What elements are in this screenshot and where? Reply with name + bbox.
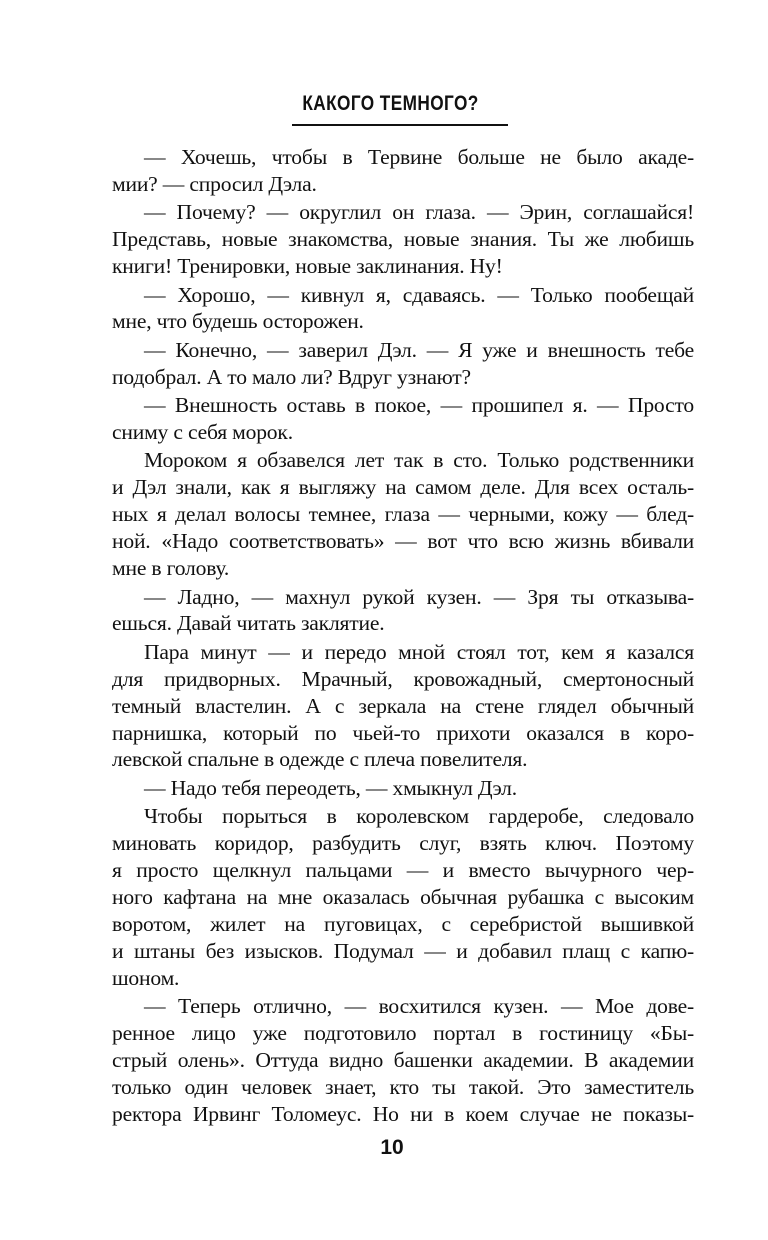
paragraph-line: стрый олень». Оттуда видно башенки академии. В академии <box>112 1047 694 1072</box>
paragraph-line: и штаны без изысков. Подумал — и добавил плащ с капю- <box>112 938 694 963</box>
paragraph-line: ренное лицо уже подготовило портал в гостиницу «Бы- <box>112 1021 694 1045</box>
paragraph-first-line: — Надо тебя переодеть, — хмыкнул Дэл. <box>144 775 517 800</box>
paragraph-line: парнишка, который по чьей-то прихоти оказался в коро- <box>112 720 694 745</box>
paragraph-line: шоном. <box>112 965 180 990</box>
paragraph-line: и Дэл знали, как я выгляжу на самом деле. Для всех осталь- <box>112 475 694 500</box>
paragraph-line: ректора Ирвинг Толомеус. Но ни в коем случае не показы- <box>112 1101 694 1126</box>
paragraph-first-line: — Хорошо, — кивнул я, сдаваясь. — Только пообещай <box>144 282 694 307</box>
paragraph-line: я просто щелкнул пальцами — и вместо вычурного чер- <box>112 858 694 883</box>
paragraph-line: ного кафтана на мне оказалась обычная рубашка с высоким <box>112 884 694 909</box>
paragraph-first-line: — Почему? — округлил он глаза. — Эрин, соглашайся! <box>144 200 694 225</box>
paragraph-line: сниму с себя морок. <box>112 420 293 445</box>
paragraph-line: ных я делал волосы темнее, глаза — черными, кожу — блед- <box>112 502 694 527</box>
paragraph-line: для придворных. Мрачный, кровожадный, смертоносный <box>112 666 694 691</box>
page-body <box>112 144 694 1128</box>
paragraph-line: мне, что будешь осторожен. <box>112 309 364 334</box>
paragraph-line: левской спальне в одежде с плеча повелителя. <box>112 747 528 772</box>
paragraph-first-line: Пара минут — и передо мной стоял тот, кем я казался <box>144 639 694 664</box>
paragraph-line: темный властелин. А с зеркала на стене глядел обычный <box>112 693 694 718</box>
paragraph-line: воротом, жилет на пуговицах, с серебристой вышивкой <box>112 911 694 936</box>
paragraph-line: мне в голову. <box>112 556 230 581</box>
paragraph-line: мии? — спросил Дэла. <box>112 171 317 196</box>
header-rule <box>292 124 508 126</box>
paragraph-line: ешься. Давай читать заклятие. <box>112 611 385 636</box>
running-title: КАКОГО ТЕМНОГО? <box>302 92 480 115</box>
paragraph-line: книги! Тренировки, новые заклинания. Ну! <box>112 254 503 279</box>
paragraph-first-line: — Ладно, — махнул рукой кузен. — Зря ты отказыва- <box>144 584 694 609</box>
paragraph-first-line: — Хочешь, чтобы в Тервине больше не было акаде- <box>144 145 694 169</box>
paragraph-first-line: — Конечно, — заверил Дэл. — Я уже и внешность тебе <box>144 337 694 362</box>
paragraph-line: миновать коридор, разбудить слуг, взять ключ. Поэтому <box>112 831 694 856</box>
paragraph-first-line: Чтобы порыться в королевском гардеробе, следовало <box>144 804 694 829</box>
paragraph-line: только один человек знает, кто ты такой. Это заместитель <box>112 1074 694 1099</box>
paragraph-first-line: — Теперь отлично, — восхитился кузен. — Мое дове- <box>144 994 694 1019</box>
paragraph-first-line: Мороком я обзавелся лет так в сто. Только родственники <box>144 448 694 473</box>
page-number: 10 <box>380 1136 404 1159</box>
paragraph-line: подобрал. А то мало ли? Вдруг узнают? <box>112 364 471 389</box>
paragraph-line: Представь, новые знакомства, новые знания. Ты же любишь <box>112 227 694 252</box>
running-header <box>0 92 768 116</box>
paragraph-line: ной. «Надо соответствовать» — вот что всю жизнь вбивали <box>112 529 694 554</box>
paragraph-first-line: — Внешность оставь в покое, — прошипел я. — Просто <box>144 393 694 418</box>
